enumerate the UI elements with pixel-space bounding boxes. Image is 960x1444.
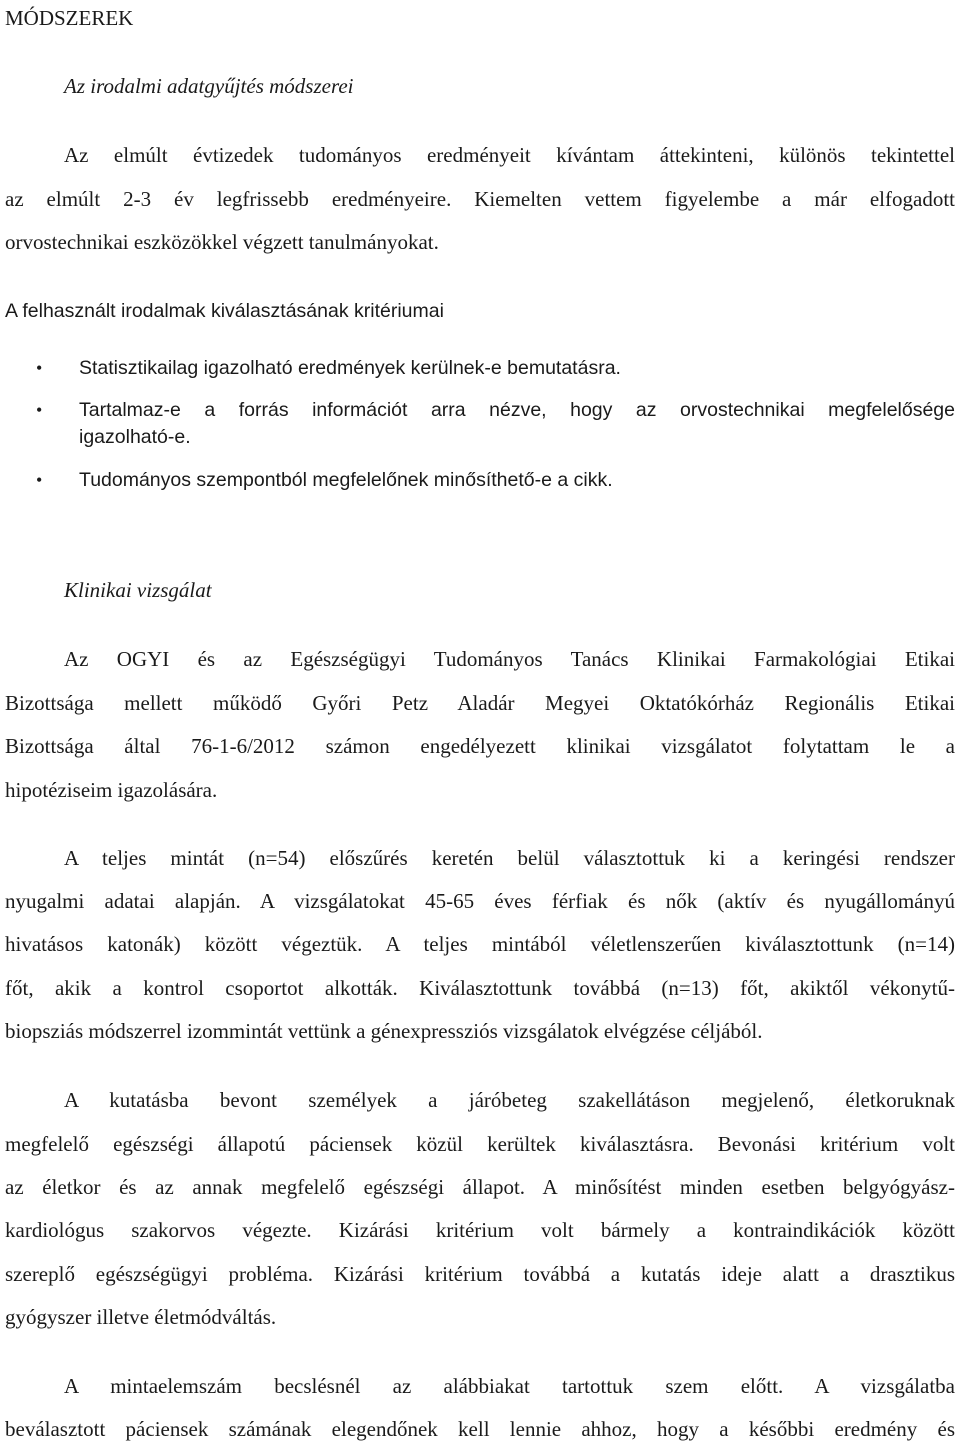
paragraph-line: hipotéziseim igazolására. (5, 778, 218, 802)
paragraph-line: hivatásos katonák) között végeztük. A teljes mintából véletlenszerűen kiválasztottunk (n=14) (5, 932, 955, 956)
paragraph-line: orvostechnikai eszközökkel végzett tanulmányokat. (5, 230, 439, 254)
paragraph-line: beválasztott páciensek számának elegendőnek kell lennie ahhoz, hogy a későbbi eredmény és (5, 1417, 955, 1441)
section-title: MÓDSZEREK (5, 6, 134, 30)
paragraph-line: Az elmúlt évtizedek tudományos eredményeit kívántam áttekinteni, különös tekintettel (64, 143, 955, 167)
subsection-heading-clinical: Klinikai vizsgálat (64, 578, 212, 602)
criteria-item-text: Tudományos szempontból megfelelőnek minősíthető-e a cikk. (79, 469, 613, 491)
subsection-heading-literature: Az irodalmi adatgyűjtés módszerei (64, 74, 354, 98)
paragraph-line: nyugalmi adatai alapján. A vizsgálatokat 45-65 éves férfiak és nők (aktív és nyugállományú (5, 889, 955, 913)
criteria-heading: A felhasznált irodalmak kiválasztásának kritériumai (5, 300, 444, 322)
paragraph-line: Bizottsága mellett működő Győri Petz Aladár Megyei Oktatókórház Regionális Etikai (5, 691, 955, 715)
criteria-item-text: Tartalmaz-e a forrás információt arra nézve, hogy az orvostechnikai megfelelősége (79, 399, 955, 421)
paragraph-line: megfelelő egészségi állapotú páciensek közül kerültek kiválasztásra. Bevonási kritérium volt (5, 1132, 955, 1156)
paragraph-line: az elmúlt 2-3 év legfrissebb eredményeire. Kiemelten vettem figyelembe a már elfogadott (5, 187, 955, 211)
paragraph-line: gyógyszer illetve életmódváltás. (5, 1305, 277, 1329)
paragraph-line: A kutatásba bevont személyek a járóbeteg szakellátáson megjelenő, életkoruknak (64, 1088, 955, 1112)
paragraph-line: főt, akik a kontrol csoportot alkották. Kiválasztottunk továbbá (n=13) főt, akiktől vékonytű- (5, 976, 955, 1000)
bullet-icon: • (36, 400, 43, 420)
bullet-icon: • (36, 358, 43, 378)
paragraph-line: kardiológus szakorvos végezte. Kizárási kritérium volt bármely a kontraindikációk között (5, 1218, 955, 1242)
paragraph-line: szereplő egészségügyi probléma. Kizárási kritérium továbbá a kutatás ideje alatt a drasztikus (5, 1262, 955, 1286)
paragraph-line: A teljes mintát (n=54) előszűrés keretén belül választottuk ki a keringési rendszer (64, 846, 955, 870)
paragraph-line: Bizottsága által 76-1-6/2012 számon engedélyezett klinikai vizsgálatot folytattam le a (5, 734, 955, 758)
criteria-item-text: igazolható-e. (79, 426, 191, 448)
paragraph-line: biopsziás módszerrel izommintát vettünk a génexpressziós vizsgálatok elvégzése céljából. (5, 1019, 763, 1043)
bullet-icon: • (36, 470, 43, 490)
paragraph-line: A mintaelemszám becslésnél az alábbiakat tartottuk szem előtt. A vizsgálatba (64, 1374, 955, 1398)
criteria-item-text: Statisztikailag igazolható eredmények kerülnek-e bemutatásra. (79, 357, 621, 379)
paragraph-line: Az OGYI és az Egészségügyi Tudományos Tanács Klinikai Farmakológiai Etikai (64, 647, 955, 671)
paragraph-line: az életkor és az annak megfelelő egészségi állapot. A minősítést minden esetben belgyógyász- (5, 1175, 955, 1199)
